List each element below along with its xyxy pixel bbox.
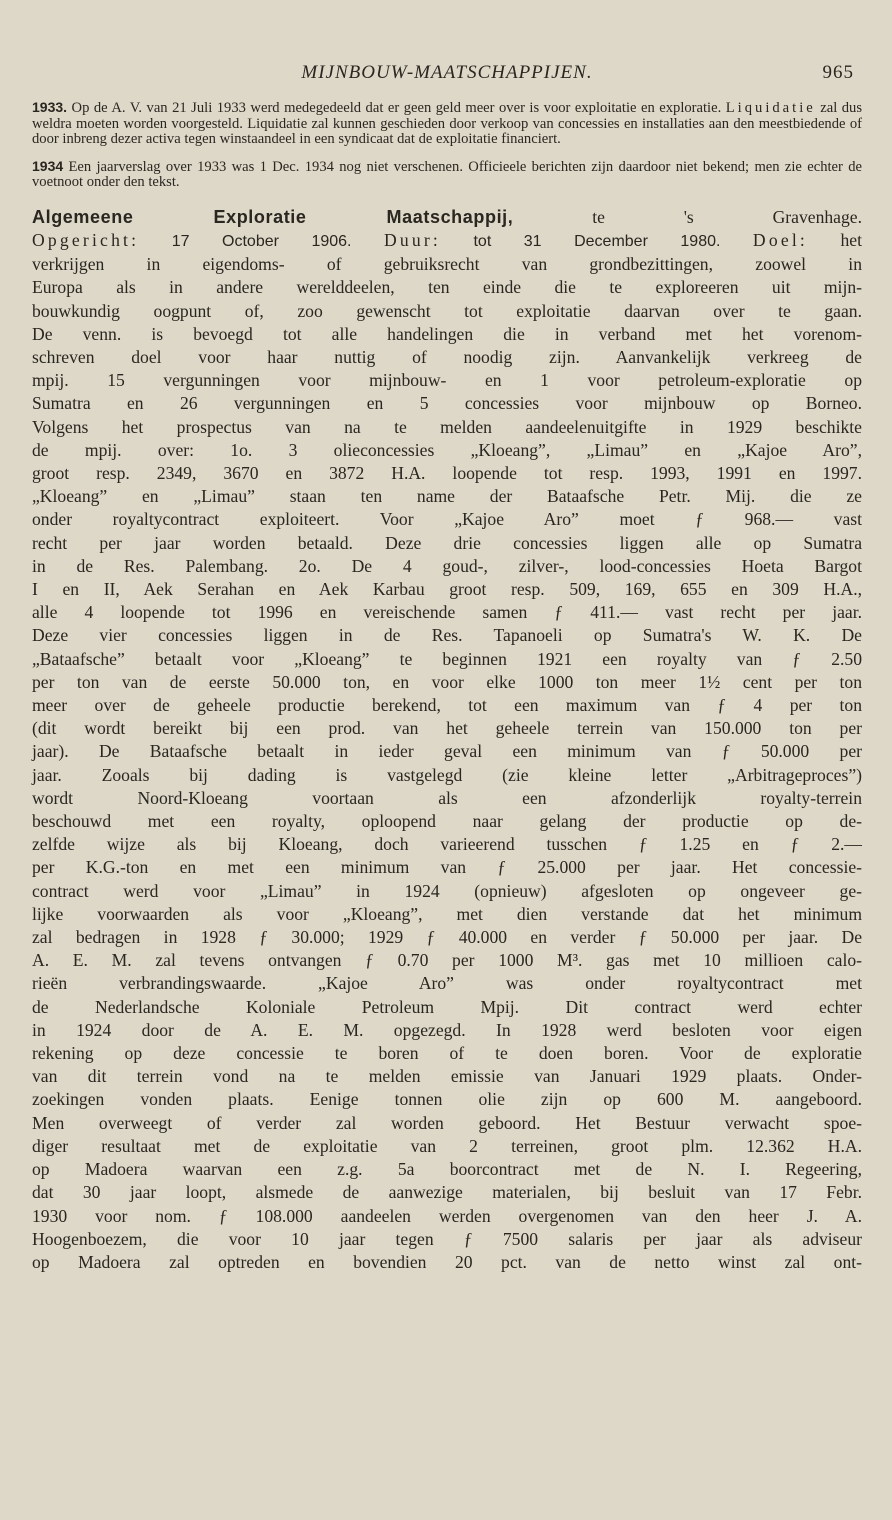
- text-line: zelfde wijze als bij Kloeang, doch varieerend tusschen ƒ 1.25 en ƒ 2.—: [32, 834, 862, 855]
- entry-facts-line: [32, 229, 862, 253]
- text-line: op Madoera zal optreden en bovendien 20 pct. van de netto winst zal ont-: [32, 1251, 862, 1272]
- page-number: 965: [822, 62, 854, 83]
- text-line: contract werd voor „Limau” in 1924 (opnieuw) afgesloten op ongeveer ge-: [32, 880, 862, 901]
- text-line: Sumatra en 26 vergunningen en 5 concessies voor mijnbouw op Borneo.: [32, 393, 862, 414]
- note-1933: [32, 100, 862, 148]
- text-line: alle 4 loopende tot 1996 en vereischende samen ƒ 411.— vast recht per jaar.: [32, 602, 862, 623]
- text-line: lijke voorwaarden als voor „Kloeang”, met dien verstande dat het minimum: [32, 903, 862, 924]
- text-line: Men overweegt of verder zal worden geboord. Het Bestuur verwacht spoe-: [32, 1112, 862, 1133]
- text-line: per K.G.-ton en met een minimum van ƒ 25.000 per jaar. Het concessie-: [32, 857, 862, 878]
- text-line: zal bedragen in 1928 ƒ 30.000; 1929 ƒ 40.000 en verder ƒ 50.000 per jaar. De: [32, 927, 862, 948]
- note-1933-spaced-word: Liquidatie: [725, 100, 816, 116]
- text-line: Hoogenboezem, die voor 10 jaar tegen ƒ 7500 salaris per jaar als adviseur: [32, 1228, 862, 1249]
- opgericht-value: 17 October 1906.: [171, 232, 352, 250]
- entry-body: [32, 229, 862, 1274]
- text-line: bouwkundig oogpunt of, zoo gewenscht tot exploitatie daarvan over te gaan.: [32, 300, 862, 321]
- text-line: beschouwd met een royalty, oploopend naar gelang der productie op de-: [32, 811, 862, 832]
- doel-label: Doel:: [752, 229, 809, 250]
- company-heading: [32, 206, 862, 229]
- opgericht-label: Opgericht:: [32, 229, 140, 250]
- text-line: de mpij. over: 1o. 3 olieconcessies „Kloeang”, „Limau” en „Kajoe Aro”,: [32, 439, 862, 460]
- text-line: in 1924 door de A. E. M. opgezegd. In 1928 werd besloten voor eigen: [32, 1019, 862, 1040]
- text-line: 1930 voor nom. ƒ 108.000 aandeelen werden overgenomen van den heer J. A.: [32, 1205, 862, 1226]
- text-line: (dit wordt bereikt bij een prod. van het geheele terrein van 150.000 ton per: [32, 718, 862, 739]
- entry-text-lines: [32, 253, 862, 1274]
- note-1934-text: Een jaarverslag over 1933 was 1 Dec. 1934 nog niet verschenen. Officieele berichten zijn daardoor niet bekend; men zie echter de voetnoot onder den tekst.: [32, 158, 862, 191]
- note-1933-year: 1933.: [32, 99, 68, 115]
- text-line: in de Res. Palembang. 2o. De 4 goud-, zilver-, lood-concessies Hoeta Bargot: [32, 555, 862, 576]
- text-line: per ton van de eerste 50.000 ton, en voor elke 1000 ton meer 1½ cent per ton: [32, 671, 862, 692]
- text-line: rekening op deze concessie te boren of te doen boren. Voor de exploratie: [32, 1043, 862, 1064]
- text-line: mpij. 15 vergunningen voor mijnbouw- en 1 voor petroleum-exploratie op: [32, 370, 862, 391]
- text-line: onder royaltycontract exploiteert. Voor „Kajoe Aro” moet ƒ 968.— vast: [32, 509, 862, 530]
- text-line: dat 30 jaar loopt, alsmede de aanwezige materialen, bij besluit van 17 Febr.: [32, 1182, 862, 1203]
- text-line: De venn. is bevoegd tot alle handelingen die in verband met het vorenom-: [32, 323, 862, 344]
- note-1934-year: 1934: [32, 157, 64, 174]
- company-location: te 's Gravenhage.: [592, 206, 862, 227]
- text-line: wordt Noord-Kloeang voortaan als een afzonderlijk royalty-terrein: [32, 787, 862, 808]
- duur-label: Duur:: [383, 229, 442, 250]
- text-line: verkrijgen in eigendoms- of gebruiksrecht van grondbezittingen, zoowel in: [32, 254, 862, 275]
- text-line: zoekingen vonden plaats. Eenige tonnen olie zijn op 600 M. aangeboord.: [32, 1089, 862, 1110]
- doel-first-word: het: [840, 229, 862, 250]
- note-1933-text-a: Op de A. V. van 21 Juli 1933 werd medegedeeld dat er geen geld meer over is voor exploitatie en exploratie.: [71, 100, 722, 116]
- text-line: schreven doel voor haar nuttig of noodig zijn. Aanvankelijk verkreeg de: [32, 346, 862, 367]
- text-line: Europa als in andere werelddeelen, ten einde die te exploreeren uit mijn-: [32, 277, 862, 298]
- text-line: jaar. Zooals bij dading is vastgelegd (zie kleine letter „Arbitrageproces”): [32, 764, 862, 785]
- text-line: de Nederlandsche Koloniale Petroleum Mpij. Dit contract werd echter: [32, 996, 862, 1017]
- text-line: A. E. M. zal tevens ontvangen ƒ 0.70 per 1000 M³. gas met 10 millioen calo-: [32, 950, 862, 971]
- text-line: I en II, Aek Serahan en Aek Karbau groot resp. 509, 169, 655 en 309 H.A.,: [32, 579, 862, 600]
- duur-value: tot 31 December 1980.: [473, 232, 721, 250]
- text-line: recht per jaar worden betaald. Deze drie concessies liggen alle op Sumatra: [32, 532, 862, 553]
- text-line: „Bataafsche” betaalt voor „Kloeang” te beginnen 1921 een royalty van ƒ 2.50: [32, 648, 862, 669]
- text-line: op Madoera waarvan een z.g. 5a boorcontract met de N. I. Regeering,: [32, 1159, 862, 1180]
- text-line: van dit terrein vond na te melden emissie van Januari 1929 plaats. Onder-: [32, 1066, 862, 1087]
- text-line: groot resp. 2349, 3670 en 3872 H.A. loopende tot resp. 1993, 1991 en 1997.: [32, 463, 862, 483]
- text-line: Volgens het prospectus van na te melden aandeelenuitgifte in 1929 beschikte: [32, 416, 862, 437]
- running-title: MIJNBOUW-MAATSCHAPPIJEN.: [301, 62, 593, 83]
- text-line: rieën verbrandingswaarde. „Kajoe Aro” was onder royaltycontract met: [32, 973, 862, 994]
- running-head: [32, 40, 862, 83]
- text-line: diger resultaat met de exploitatie van 2 terreinen, groot plm. 12.362 H.A.: [32, 1135, 862, 1156]
- text-line: meer over de geheele productie berekend, tot een maximum van ƒ 4 per ton: [32, 695, 862, 716]
- note-1934: [32, 159, 862, 191]
- text-line: jaar). De Bataafsche betaalt in ieder geval een minimum van ƒ 50.000 per: [32, 741, 862, 762]
- text-line: „Kloeang” en „Limau” staan ten name der Bataafsche Petr. Mij. die ze: [32, 486, 862, 507]
- company-name: Algemeene Exploratie Maatschappij,: [32, 206, 514, 227]
- note-1933-text-b: zal dus weldra moeten worden voorgesteld. Liquidatie zal kunnen geschieden door verkoop van concessies en installaties aan den meestbiedende of door inbreng dezer activa tegen winstaandeel in een syndicaat dat de exploitatie financiert.: [32, 100, 863, 148]
- text-line: Deze vier concessies liggen in de Res. Tapanoeli op Sumatra's W. K. De: [32, 625, 862, 646]
